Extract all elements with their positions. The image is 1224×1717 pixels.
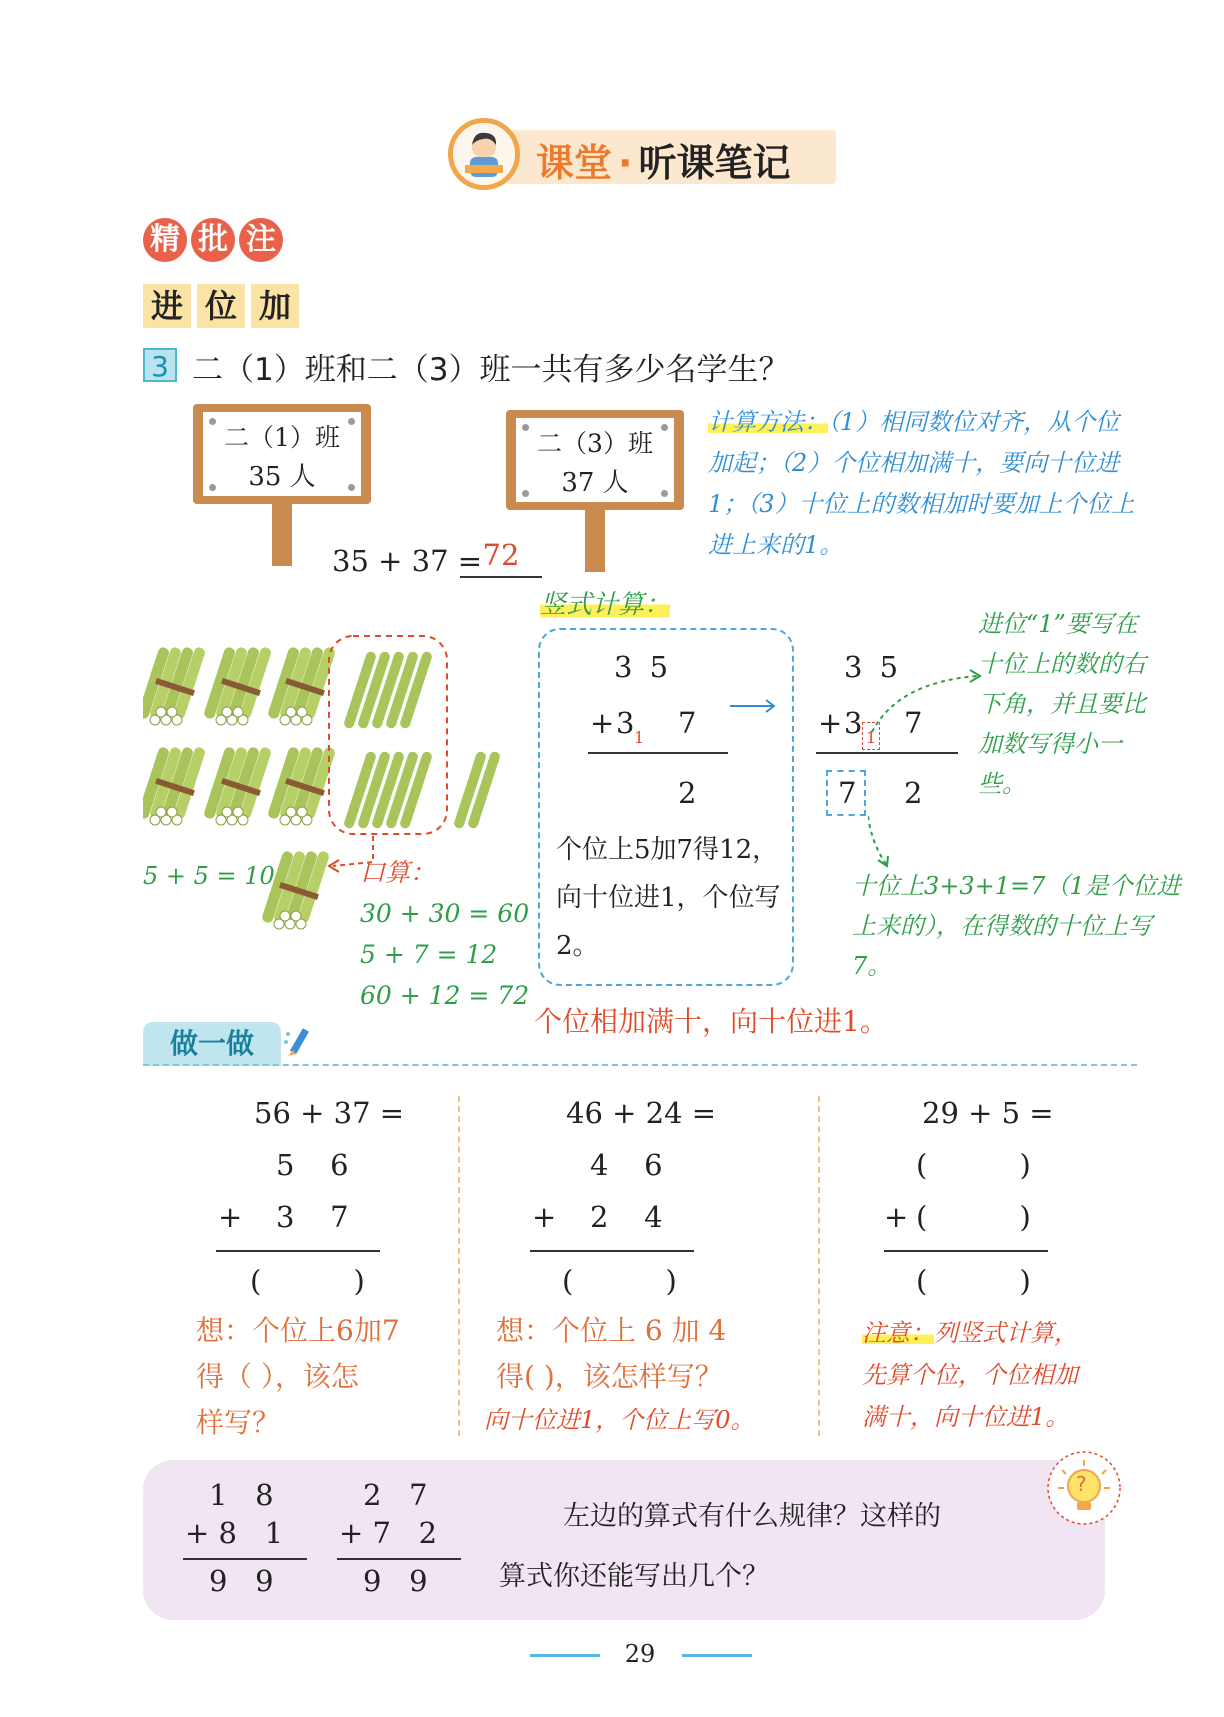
answer-blank[interactable]: ( ) [250, 1264, 365, 1298]
puzzle-b-result: 9 9 [363, 1564, 428, 1598]
practice-think-2: 想：个位上 6 加 4 得( )，该怎样写？ [496, 1314, 727, 1393]
calc1-carry: 1 [634, 728, 645, 747]
annotation-arrows [868, 668, 988, 868]
class-sign-1 [193, 404, 371, 566]
carry-rule: 个位相加满十，向十位进1。 [534, 1005, 888, 1038]
calc2-result-tens: 7 [838, 776, 857, 810]
lightbulb-icon [1044, 1448, 1124, 1528]
puzzle-a-result: 9 9 [209, 1564, 274, 1598]
student-reading-icon [448, 118, 520, 190]
method-text: （1）相同数位对齐，从个位加起；（2）个位相加满十，要向十位进1；（3）十位上的数相加时要加上个位上进上来的1。 [708, 408, 1135, 559]
practice-b-1: 3 7 [276, 1200, 351, 1234]
puzzle-question-1: 左边的算式有什么规律？这样的 [563, 1501, 941, 1532]
method-note [708, 402, 1138, 566]
mental-math [360, 852, 529, 1016]
puzzle-b-top: 2 7 [363, 1478, 428, 1512]
practice-note-3: 注意：列竖式计算， 先算个位，个位相加 满十，向十位进1。 [862, 1319, 1078, 1431]
calc1-result: 2 [678, 776, 697, 810]
practice-plus-1: + [218, 1200, 243, 1234]
calc2-result-units: 2 [904, 776, 923, 810]
page-number: 29 [624, 1640, 656, 1668]
sign-student-count: 37 人 [561, 468, 629, 498]
tag-jingpizhu: 精 批 注 [143, 218, 287, 272]
section-header [448, 118, 836, 192]
sign-student-count: 35 人 [248, 462, 316, 492]
puzzle-a-bottom: + 8 1 [185, 1516, 284, 1550]
addition-equation: 35 + 37 = [332, 544, 483, 578]
calc2-top: 3 5 [844, 650, 903, 684]
carry-note: 进位“1”要写在十位上的数的右下角，并且要比加数写得小一些。 [978, 610, 1146, 798]
calc2-plus: + [818, 706, 843, 740]
sign-class-label: 二（1）班 [224, 423, 340, 452]
practice-eq-2: 46 + 24 = [566, 1096, 717, 1130]
mental-label: 口算： [360, 858, 436, 887]
practice-b-2: 2 4 [590, 1200, 665, 1234]
practice-plus-2: + [532, 1200, 557, 1234]
practice-divider [143, 1064, 1137, 1066]
answer-blank[interactable]: ( ) [562, 1264, 677, 1298]
calc2-second-units: 7 [904, 706, 923, 740]
five-plus-five: 5 + 5 = 10 [143, 862, 275, 890]
question-text: 二（1）班和二（3）班一共有多少名学生？ [192, 352, 790, 388]
practice-think-1: 想：个位上6加7 得（ ），该怎 样写？ [196, 1314, 400, 1439]
answer-blank[interactable]: ( ) [916, 1200, 1031, 1234]
answer-blank[interactable]: ( ) [916, 1264, 1031, 1298]
practice-note-2: 向十位进1，个位上写0。 [484, 1406, 755, 1434]
vertical-calc-label: 竖式计算： [540, 584, 670, 621]
calc1-top: 3 5 [614, 650, 673, 684]
calc1-plus: + [590, 706, 615, 740]
calc1-second-tens: 3 [616, 706, 635, 740]
question-number: 3 [143, 348, 177, 382]
puzzle-question-2: 算式你还能写出几个？ [499, 1561, 769, 1592]
practice-plus-3: + [884, 1200, 909, 1234]
pencil-icon [284, 1026, 314, 1066]
calc2-carry: 1 [866, 728, 877, 747]
answer-blank[interactable]: ( ) [916, 1148, 1031, 1182]
puzzle-b-bottom: + 7 2 [339, 1516, 438, 1550]
pattern-puzzle [143, 1460, 1105, 1620]
puzzle-a-top: 1 8 [209, 1478, 274, 1512]
practice-a-2: 4 6 [590, 1148, 665, 1182]
mental-line: 5 + 7 = 12 [360, 940, 498, 969]
arrow-right-icon [728, 698, 778, 718]
sign-class-label: 二（3）班 [537, 429, 653, 458]
method-label: 计算方法： [708, 408, 828, 436]
practice-a-1: 5 6 [276, 1148, 351, 1182]
tens-note: 十位上3+3+1=7（1是个位进上来的），在得数的十位上写7。 [852, 872, 1181, 980]
equation-answer: 72 [460, 538, 542, 578]
practice-eq-3: 29 + 5 = [922, 1096, 1054, 1130]
practice-tag: 做一做 [143, 1022, 281, 1066]
practice-eq-1: 56 + 37 = [254, 1096, 405, 1130]
calc2-second-tens: 3 [844, 706, 863, 740]
calc1-second-units: 7 [678, 706, 697, 740]
lightbulb-symbol: ? [1076, 1472, 1087, 1496]
mental-line: 60 + 12 = 72 [360, 981, 530, 1010]
tag-jinweijia: 进 位 加 [143, 284, 305, 328]
mental-line: 30 + 30 = 60 [360, 899, 530, 928]
header-title: 课堂 · 听课笔记 [536, 141, 791, 185]
calc1-explanation: 个位上5加7得12，向十位进1，个位写 2。 [556, 835, 781, 961]
